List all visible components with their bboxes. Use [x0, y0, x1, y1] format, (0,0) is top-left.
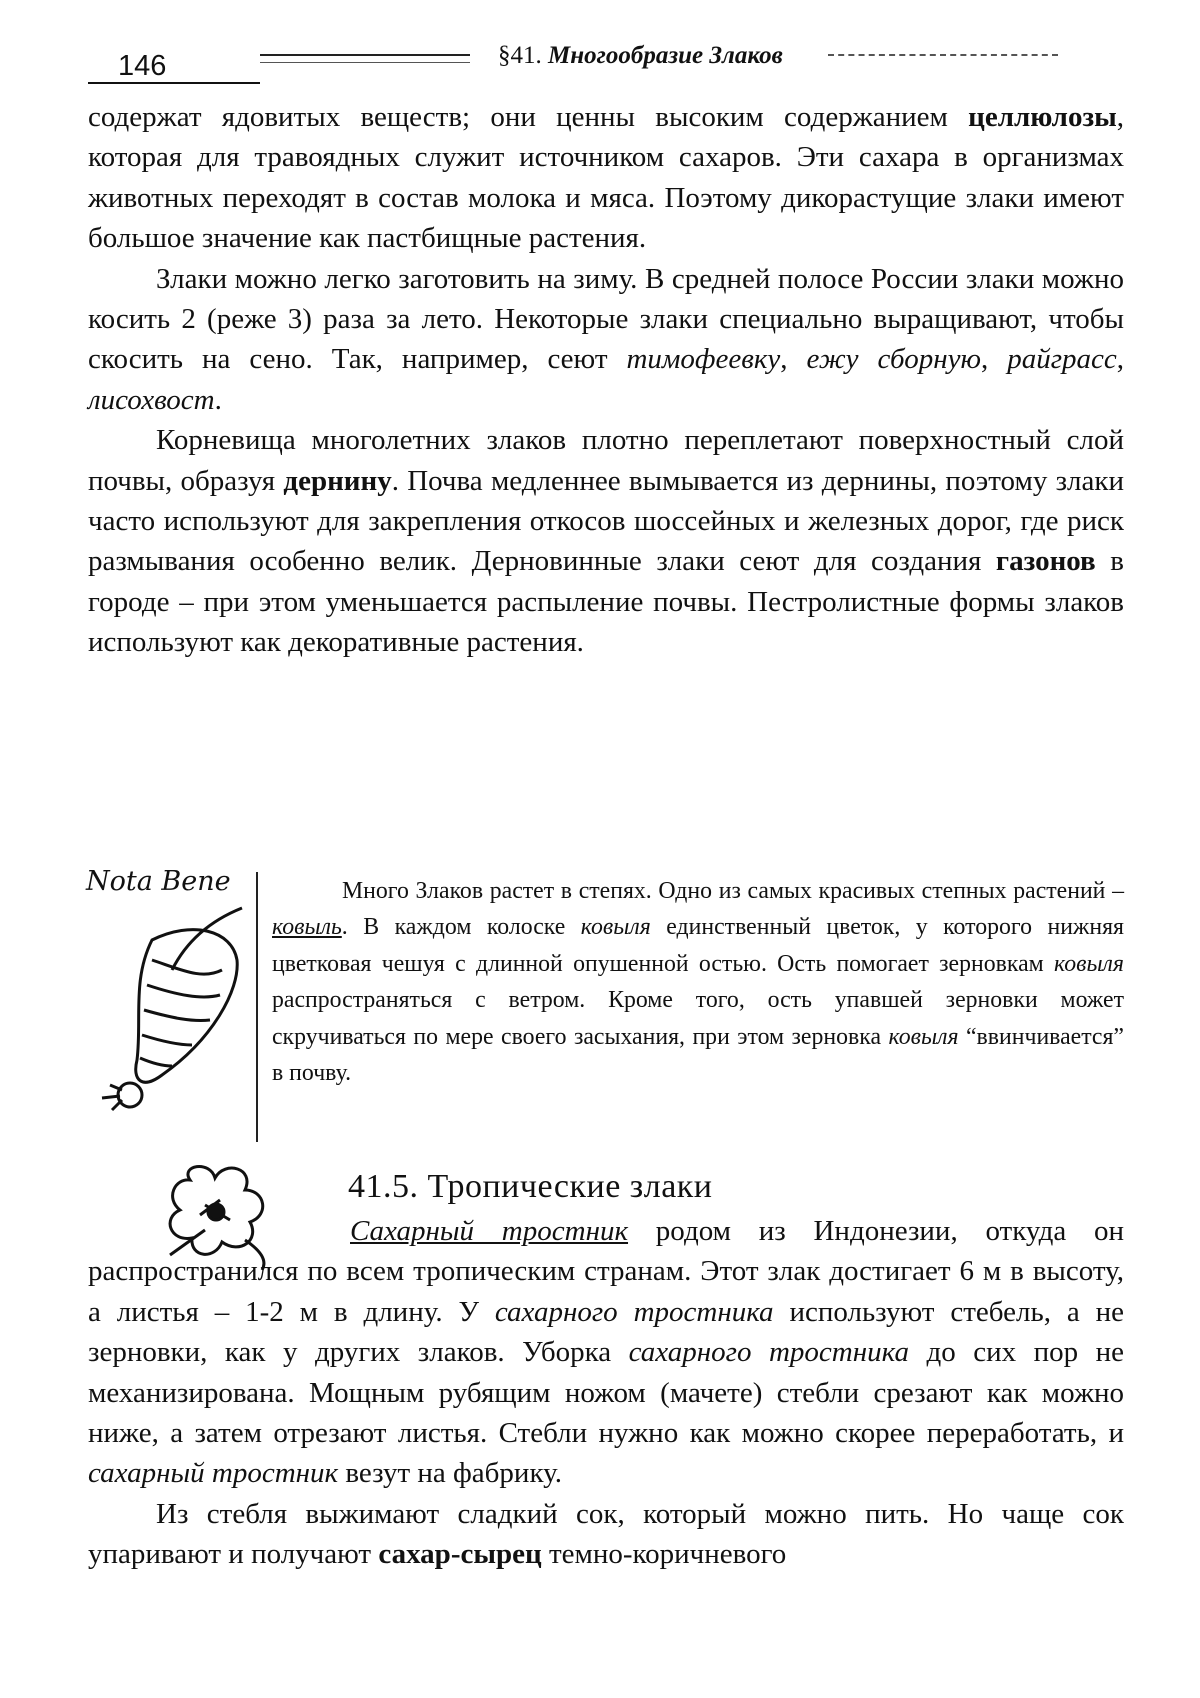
term-underlined: Сахарный тростник [350, 1215, 629, 1247]
running-title [498, 42, 783, 70]
term-bold: целлюлозы [968, 101, 1117, 133]
section-title: 41.5. Тропические злаки [348, 1168, 713, 1205]
paragraph [88, 97, 1124, 259]
term-underlined: ковыль [272, 914, 342, 941]
header-rule-right [828, 54, 1058, 60]
term-italic: сахарного тростника [494, 1295, 774, 1328]
body-text-bottom [88, 1211, 1124, 1575]
text-run: . [214, 383, 222, 416]
nota-bene-text [272, 873, 1124, 1091]
term-bold: дернину [283, 464, 392, 497]
running-title-prefix: §41. [498, 42, 542, 69]
text-run: , [1116, 343, 1124, 376]
nota-bene-label: Nota Bene [86, 866, 231, 897]
text-run: используют стебель, а не зерновки, как у других злаков. Уборка [88, 1295, 1124, 1369]
term-italic: ковыля [1053, 950, 1124, 977]
text-run: содержат ядовитых веществ; они ценны высоким содержанием [88, 101, 969, 133]
term-italic: лисохвост [88, 383, 215, 416]
text-run: Из стебля выжимают сладкий сок, который можно пить. Но чаще сок упаривают и получают [88, 1497, 1124, 1571]
term-italic: райграсс [1007, 343, 1117, 376]
paragraph [88, 1494, 1124, 1575]
header-rule-left [260, 54, 470, 63]
text-run: родом из Индонезии, откуда он распространился по всем тропическим странам. Этот злак достигает 6 м в высоту, а листья – 1-2 м в длину. У [88, 1215, 1124, 1328]
page-number: 146 [88, 50, 260, 84]
text-run: в городе – при этом уменьшается распыление почвы. Пестролистные формы злаков используют как декоративные растения. [88, 545, 1124, 659]
text-run: Корневища многолетних злаков плотно переплетают поверхностный слой почвы, образуя [88, 424, 1124, 497]
term-italic: ковыля [580, 914, 651, 941]
text-run: , [780, 343, 807, 376]
nota-bene-rule [256, 872, 258, 1142]
text-run: единственный цветок, у которого нижняя цветковая чешуя с длинной опушенной остью. Ость помогает зерновкам [272, 914, 1124, 977]
paragraph [88, 259, 1124, 421]
term-italic: ковыля [888, 1023, 959, 1050]
text-run: везут на фабрику. [338, 1457, 562, 1490]
text-run: , которая для травоядных служит источником сахаров. Эти сахара в организмах животных переходят в состав молока и мяса. Поэтому дикорастущие злаки имеют большое значение как пастбищные растения. [88, 101, 1124, 255]
text-run: Много Злаков растет в степях. Одно из самых красивых степных растений – [342, 878, 1124, 904]
paragraph [88, 1211, 1124, 1494]
running-title-text: Многообразие Злаков [548, 42, 783, 69]
text-run: темно-коричневого [541, 1538, 787, 1571]
term-italic: тимофеевку [626, 343, 781, 376]
text-run: “ввинчивается” в почву. [272, 1023, 1124, 1087]
text-run: . В каждом колоске [341, 914, 581, 941]
text-run: , [980, 343, 1008, 376]
text-run: распространяться с ветром. Кроме того, ость упавшей зерновки может скручиваться по мере своего засыхания, при этом зерновка [272, 987, 1124, 1050]
term-bold: сахар-сырец [378, 1538, 542, 1571]
text-run: . Почва медленнее вымывается из дернины, поэтому злаки часто используют для закрепления откосов шоссейных и железных дорог, где риск размывания особенно велик. Дерновинные злаки сеют для создания [88, 464, 1124, 578]
leaf-with-seed-icon [92, 900, 252, 1120]
paragraph [88, 420, 1124, 662]
paragraph [272, 873, 1124, 1091]
page-header [88, 38, 1108, 88]
term-bold: газонов [995, 545, 1096, 578]
term-italic: сахарный тростник [88, 1457, 339, 1490]
text-run: до сих пор не механизирована. Мощным рубящим ножом (мачете) стебли срезают как можно ниже, а затем отрезают листья. Стебли нужно как можно скорее переработать, и [88, 1336, 1125, 1450]
text-run: Злаки можно легко заготовить на зиму. В средней полосе России злаки можно косить 2 (реже 3) раза за лето. Некоторые злаки специально выращивают, чтобы скосить на сено. Так, например, сеют [88, 262, 1124, 376]
term-italic: ежу сборную [806, 343, 981, 376]
term-italic: сахарного тростника [628, 1336, 909, 1369]
body-text-top [88, 97, 1124, 663]
